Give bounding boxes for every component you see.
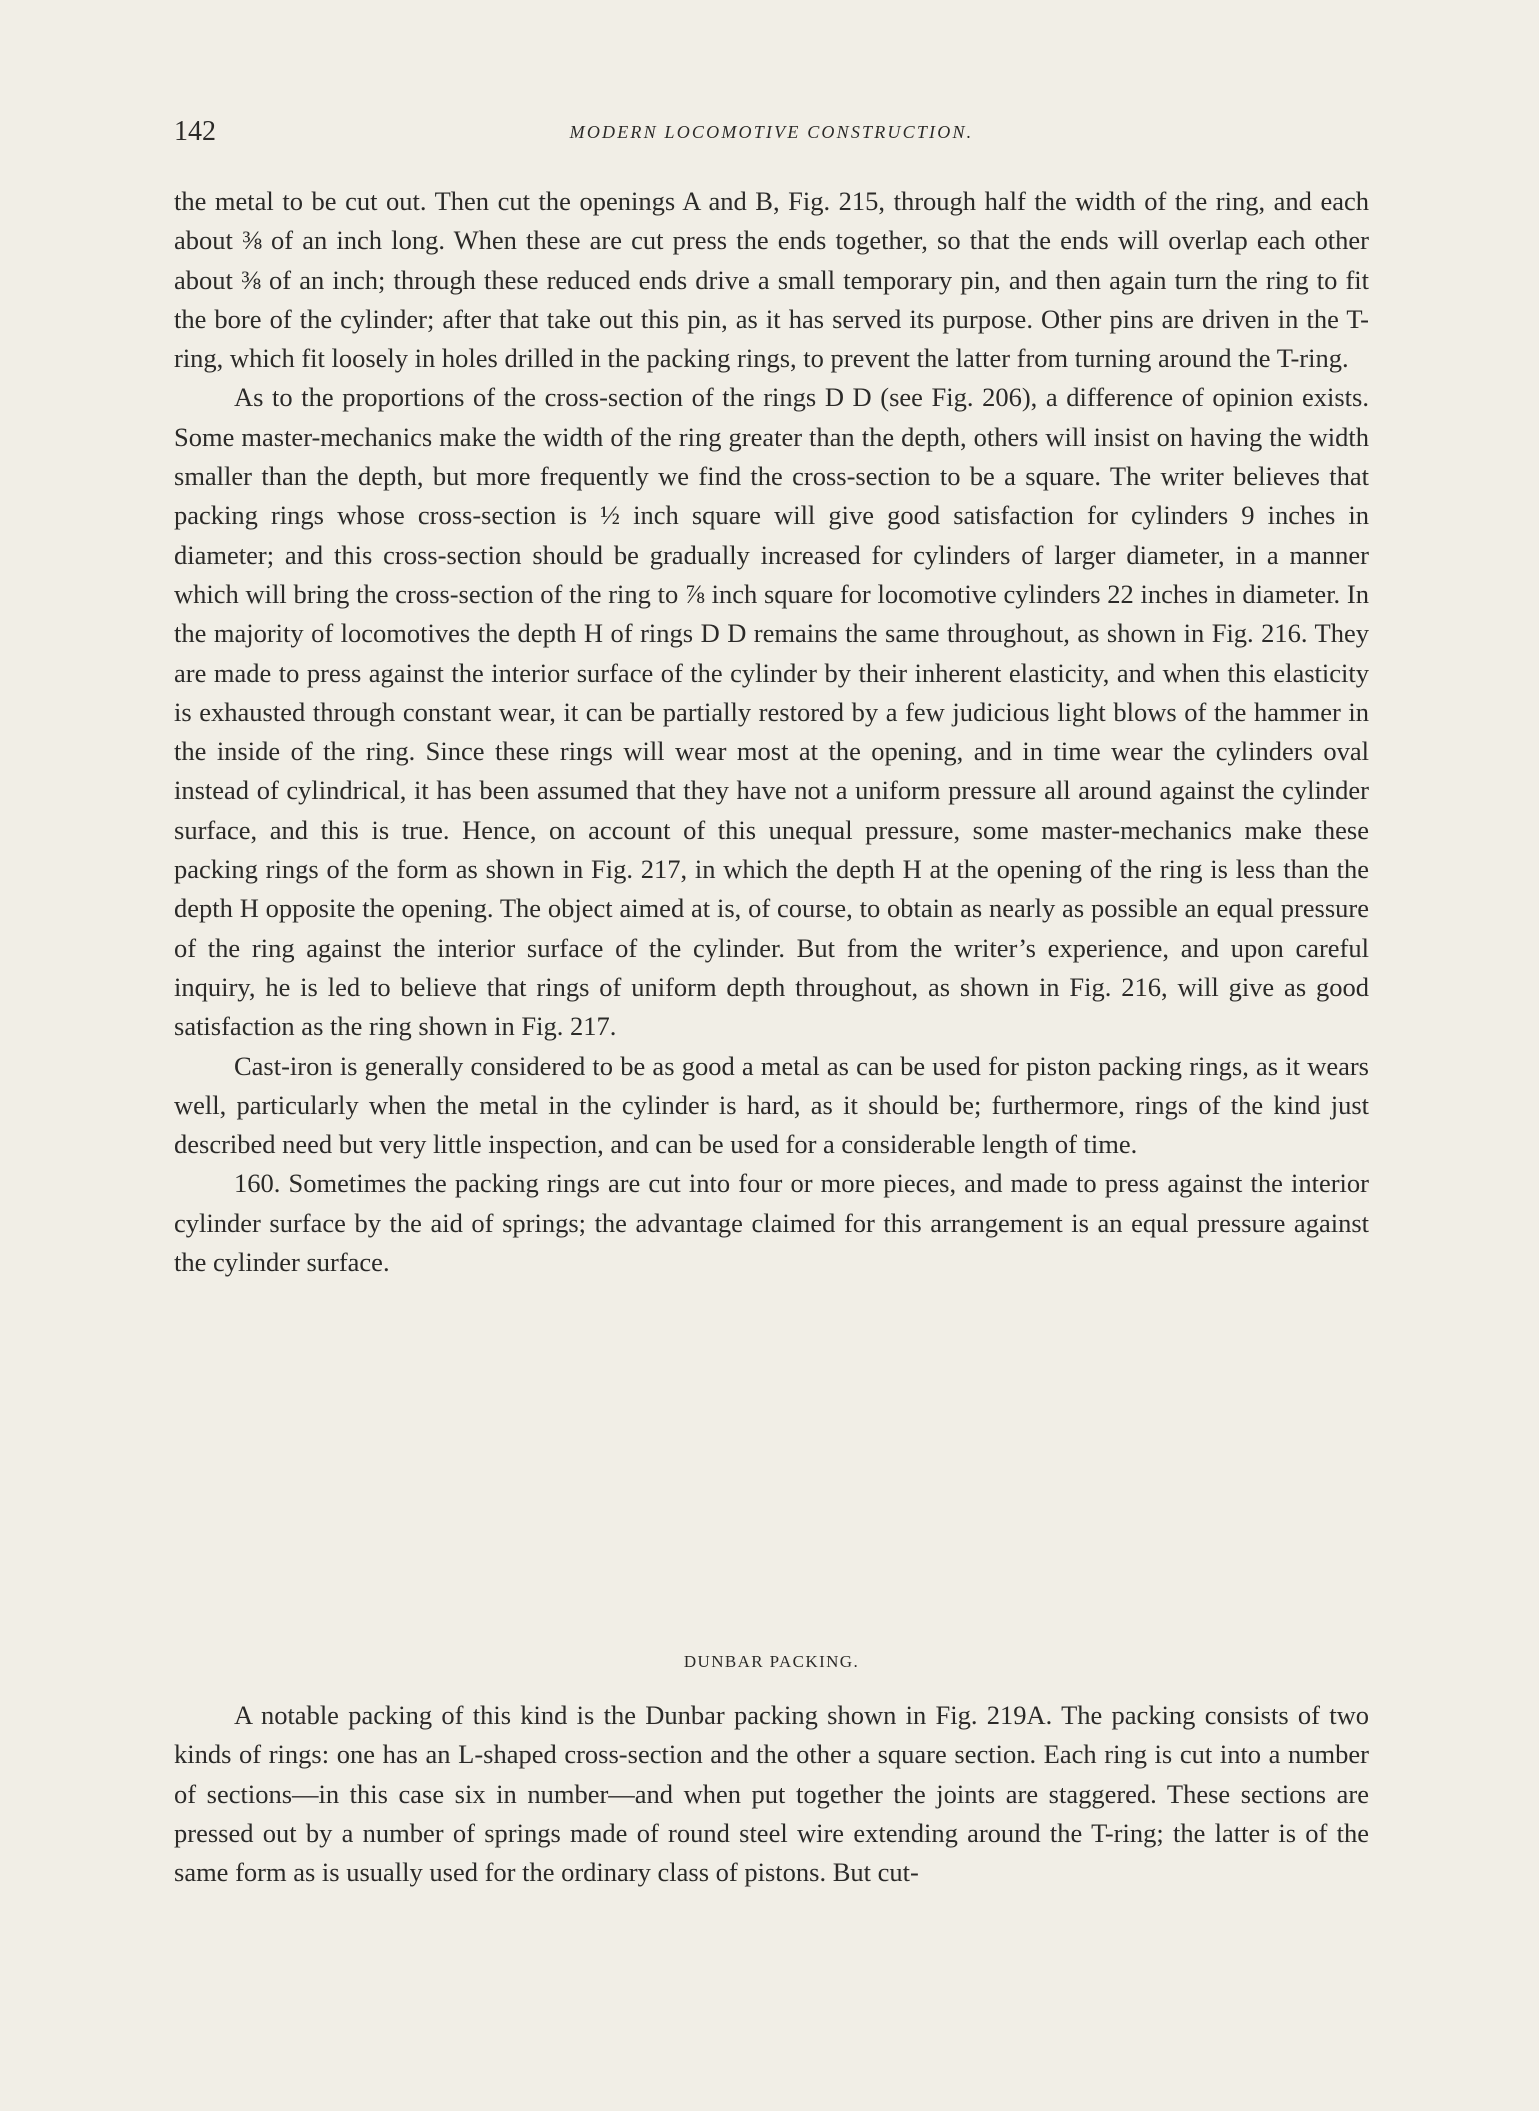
page-header [174, 116, 1369, 156]
running-title: MODERN LOCOMOTIVE CONSTRUCTION. [569, 122, 974, 142]
paragraph-cast-iron: Cast-iron is generally considered to be as good a metal as can be used for piston packing rings, as it wears well, particularly when the metal in the cylinder is hard, as it should be; furthermore, rings of the kind just described need but very little inspection, and can be used for a considerable length of time. [174, 1050, 1369, 1160]
paragraph-continued: the metal to be cut out. Then cut the openings A and B, Fig. 215, through half the width of the ring, and each about ⅜ of an inch long. When these are cut press the ends together, so that the ends will overlap each other about ⅜ of an inch; through these reduced ends drive a small temporary pin, and then again turn the ring to fit the bore of the cylinder; after that take out this pin, as it has served its purpose. Other pins are driven in the T-ring, which fit loosely in holes drilled in the packing rings, to prevent the latter from turning around the T-ring. [174, 186, 1369, 374]
section-text [174, 1696, 1369, 1892]
paragraph-dunbar: A notable packing of this kind is the Dunbar packing shown in Fig. 219A. The packing consists of two kinds of rings: one has an L-shaped cross-section and the other a square section. Each ring is cut into a number of sections—in this case six in number—and when put together the joints are staggered. These sections are pressed out by a number of springs made of round steel wire extending around the T-ring; the latter is of the same form as is usually used for the ordinary class of pistons. But cut- [174, 1700, 1369, 1888]
paragraph-160: 160. Sometimes the packing rings are cut into four or more pieces, and made to press against the interior cylinder surface by the aid of springs; the advantage claimed for this arrangement is an equal pressure against the cylinder surface. [174, 1168, 1369, 1278]
main-text [174, 182, 1369, 1282]
section-heading: DUNBAR PACKING. [683, 1652, 860, 1671]
page-number: 142 [174, 116, 216, 147]
paragraph-ring-proportions: As to the proportions of the cross-section of the rings D D (see Fig. 206), a difference of opinion exists. Some master-mechanics make the width of the ring greater than the depth, others will insist on having the width smaller than the depth, but more frequently we find the cross-section to be a square. The writer believes that packing rings whose cross-section is ½ inch square will give good satisfaction for cylinders 9 inches in diameter; and this cross-section should be gradually increased for cylinders of larger diameter, in a manner which will bring the cross-section of the ring to ⅞ inch square for locomotive cylinders 22 inches in diameter. In the majority of locomotives the depth H of rings D D remains the same throughout, as shown in Fig. 216. They are made to press against the interior surface of the cylinder by their inherent elasticity, and when this elasticity is exhausted through constant wear, it can be partially restored by a few judicious light blows of the hammer in the inside of the ring. Since these rings will wear most at the opening, and in time wear the cylinders oval instead of cylindrical, it has been assumed that they have not a uniform pressure all around against the cylinder surface, and this is true. Hence, on account of this unequal pressure, some master-mechanics make these packing rings of the form as shown in Fig. 217, in which the depth H at the opening of the ring is less than the depth H opposite the opening. The object aimed at is, of course, to obtain as nearly as possible an equal pressure of the ring against the interior surface of the cylinder. But from the writer’s experience, and upon careful inquiry, he is led to believe that rings of uniform depth throughout, as shown in Fig. 216, will give as good satisfaction as the ring shown in Fig. 217. [174, 382, 1369, 1042]
